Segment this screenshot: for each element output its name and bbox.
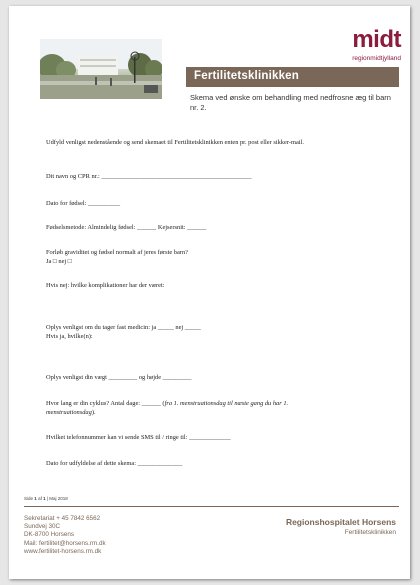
address-line-phone: Sekretariat + 45 7842 6562	[24, 515, 101, 522]
form-intro: Udfyld venligst nedenstående og send skemaet til Fertilitetsklinikken enten pr. post eller sikker-mail.	[46, 139, 304, 146]
contact-address	[24, 515, 106, 556]
form-subtitle: Skema ved ønske om behandling med nedfrosne æg til barn nr. 2.	[190, 93, 391, 112]
cycle-note-continued	[46, 409, 96, 418]
address-line-web[interactable]: www.fertilitet-horsens.rm.dk	[24, 547, 102, 555]
cycle-length-label: Hvor lang er din cyklus? Antal dage: ______ (	[46, 400, 165, 407]
cycle-note-line-1: fra 1. menstruationsdag til næste gang du har 1.	[164, 400, 289, 407]
hospital-photo-image	[40, 39, 162, 99]
logo-subtext: regionmidtjylland	[352, 55, 401, 62]
footer-divider	[24, 506, 399, 507]
address-line-city: DK-8700 Horsens	[24, 531, 75, 539]
page-title: Fertilitetsklinikken	[194, 70, 299, 82]
address-line-mail[interactable]: Mail: fertilitet@horsens.rm.dk	[24, 539, 106, 547]
region-logo	[321, 28, 401, 68]
hospital-photo	[40, 39, 162, 99]
phone-field[interactable]: Hvilket telefonnummer kan vi sende SMS til / ringe til: _____________	[46, 434, 231, 441]
medicine-field[interactable]: Oplys venligst om du tager fast medicin: ja _____ nej _____	[46, 324, 201, 331]
pregnancy-question: Forløb graviditet og fødsel normalt af jeres første barn?	[46, 249, 188, 256]
date-filled-field[interactable]: Dato for udfyldelse af dette skema: ______________	[46, 460, 183, 467]
hospital-name: Regionshospitalet Horsens	[285, 517, 396, 527]
hospital-department: Fertilitetsklinikken	[344, 529, 396, 536]
page-current: 1	[34, 496, 37, 501]
title-banner	[186, 67, 399, 87]
cycle-note-end: ).	[91, 408, 96, 416]
cycle-note-line-2: menstruationsdag	[46, 408, 92, 416]
yes-no-checkboxes[interactable]: Ja □ nej □	[46, 257, 72, 265]
logo-wordmark: midt	[352, 26, 401, 53]
birth-date-field[interactable]: Dato for fødsel: __________	[46, 200, 121, 207]
document-page	[9, 6, 410, 579]
name-cpr-field[interactable]: Dit navn og CPR nr.: _______________________________________________	[46, 173, 252, 180]
birth-method-field[interactable]: Fødselsmetode: Almindelig fødsel: ______ Kejsersnit: ______	[46, 224, 207, 231]
page-number: Side 1 af 1 | Maj 2018	[24, 496, 68, 501]
address-line-street: Sundvej 30C	[24, 523, 61, 531]
page-label: Side	[24, 496, 34, 501]
hospital-block	[286, 517, 396, 536]
cycle-length-field[interactable]	[46, 400, 288, 409]
document-date: Maj 2018	[49, 496, 68, 501]
page-of: af	[38, 496, 42, 501]
medicine-which-field[interactable]: Hvis ja, hvilke(n):	[46, 332, 93, 340]
weight-height-field[interactable]: Oplys venligst din vægt _________ og højde _________	[46, 374, 192, 381]
page-total: 1	[43, 496, 46, 501]
complications-field[interactable]: Hvis nej: hvilke komplikationer har der været:	[46, 282, 165, 289]
